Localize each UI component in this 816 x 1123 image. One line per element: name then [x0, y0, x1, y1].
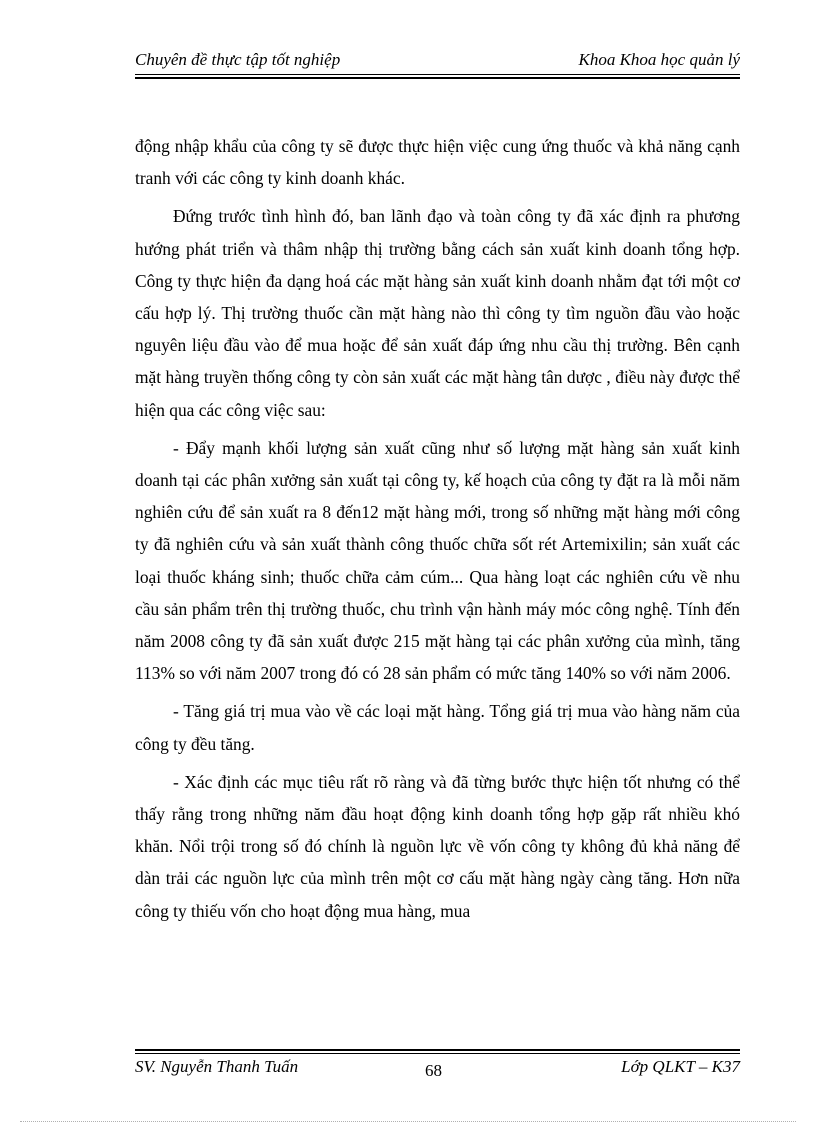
header-rule-thick [135, 77, 740, 79]
page-body [135, 130, 740, 933]
footer-rule-thin [135, 1053, 740, 1054]
paragraph-1: động nhập khẩu của công ty sẽ được thực hiện việc cung ứng thuốc và khả năng cạnh tranh với các công ty kinh doanh khác. [135, 136, 740, 189]
paragraph-4: - Tăng giá trị mua vào về các loại mặt hàng. Tổng giá trị mua vào hàng năm của công ty đều tăng. [135, 701, 740, 754]
footer-rule-thick [135, 1049, 740, 1051]
header-rule-thin [135, 74, 740, 75]
page-number: 68 [425, 1061, 442, 1080]
footer-class-name: Lớp QLKT – K37 [621, 1057, 740, 1076]
page-bottom-dotted-border [20, 1121, 796, 1122]
page-header [135, 48, 740, 74]
header-right-title: Khoa Khoa học quản lý [578, 50, 740, 69]
paragraph-3: - Đẩy mạnh khối lượng sản xuất cũng như số lượng mặt hàng sản xuất kinh doanh tại các phân xưởng sản xuất tại công ty, kế hoạch của công ty đặt ra là mỗi năm nghiên cứu để sản xuất ra 8 đến12 mặt hàng mới, trong số những mặt hàng mới công ty đã nghiên cứu và sản xuất thành công thuốc chữa sốt rét Artemixilin; sản xuất các loại thuốc kháng sinh; thuốc chữa cảm cúm... Qua hàng loạt các nghiên cứu về nhu cầu sản phẩm trên thị trường thuốc, chu trình vận hành máy móc công nghệ. Tính đến năm 2008 công ty đã sản xuất được 215 mặt hàng tại các phân xưởng của mình, tăng 113% so với năm 2007 trong đó có 28 sản phẩm có mức tăng 140% so với năm 2006. [135, 437, 740, 684]
page-footer [135, 1055, 740, 1083]
paragraph-5: - Xác định các mục tiêu rất rõ ràng và đã từng bước thực hiện tốt nhưng có thể thấy rằng trong những năm đầu hoạt động kinh doanh tổng hợp gặp rất nhiều khó khăn. Nổi trội trong số đó chính là nguồn lực về vốn công ty không đủ khả năng để dàn trải các nguồn lực của mình trên một cơ cấu mặt hàng ngày càng tăng. Hơn nữa công ty thiếu vốn cho hoạt động mua hàng, mua [135, 771, 740, 921]
paragraph-2: Đứng trước tình hình đó, ban lãnh đạo và toàn công ty đã xác định ra phương hướng phát triển và thâm nhập thị trường bằng cách sản xuất kinh doanh tổng hợp. Công ty thực hiện đa dạng hoá các mặt hàng sản xuất kinh doanh nhằm đạt tới một cơ cấu hợp lý. Thị trường thuốc cần mặt hàng nào thì công ty tìm nguồn đầu vào hoặc nguyên liệu đầu vào để mua hoặc để sản xuất đáp ứng nhu cầu thị trường. Bên cạnh mặt hàng truyền thống công ty còn sản xuất các mặt hàng tân dược , điều này được thể hiện qua các công việc sau: [135, 206, 740, 420]
footer-student-name: SV. Nguyễn Thanh Tuấn [135, 1057, 299, 1076]
header-left-title: Chuyên đề thực tập tốt nghiệp [135, 50, 341, 69]
